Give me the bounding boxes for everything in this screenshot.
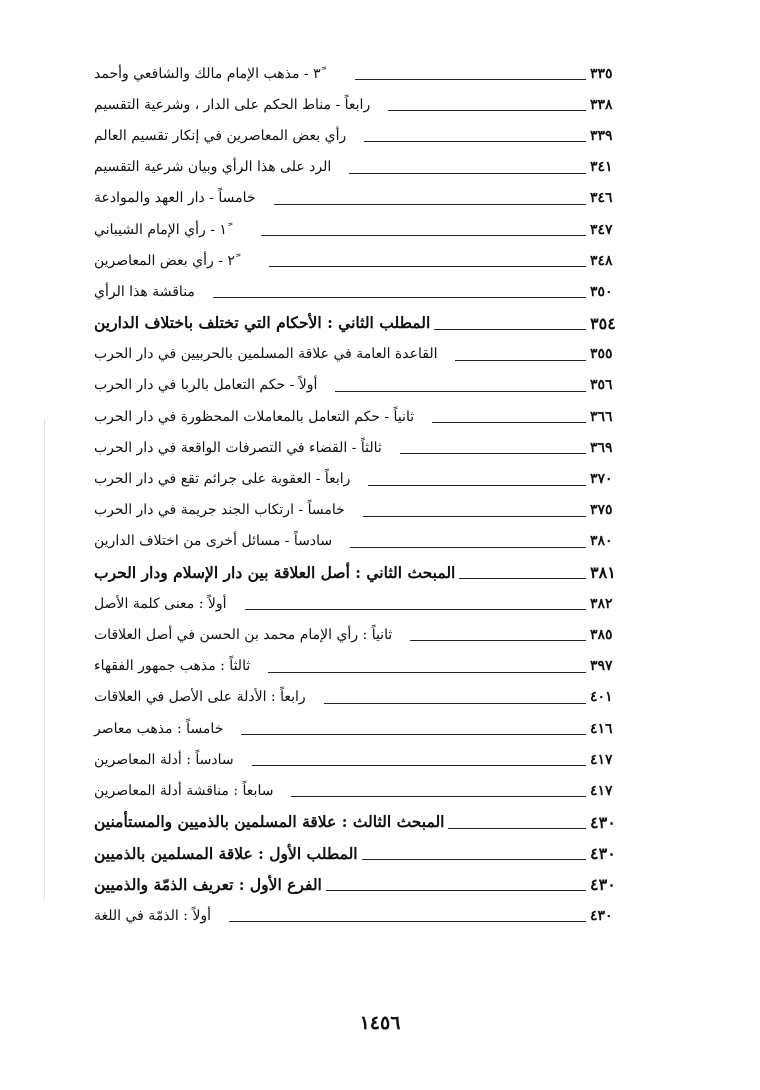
toc-leader-line <box>364 141 586 142</box>
toc-leader-line <box>241 734 586 735</box>
toc-leader-line <box>434 329 586 330</box>
toc-entry-title: المطلب الأول : علاقة المسلمين بالذميين <box>94 843 358 863</box>
toc-entry <box>88 775 620 806</box>
toc-entry <box>88 183 620 214</box>
toc-entry <box>88 495 620 526</box>
toc-leader-line <box>349 173 586 174</box>
toc-leader-line <box>400 453 586 454</box>
toc-entry-page: ٤٠١ <box>590 689 613 706</box>
toc-entry-page: ٤٣٠ <box>590 907 613 924</box>
toc-entry-title: ثانياً - حكم التعامل بالمعاملات المحظورة في دار الحرب <box>94 408 415 425</box>
toc-entry-title: رابعاً - مناط الحكم على الدار ، وشرعية التقسيم <box>94 96 371 113</box>
toc-entry-page: ٣٤٨ <box>590 252 613 269</box>
toc-leader-line <box>335 391 586 392</box>
toc-entry <box>88 401 620 432</box>
toc-entry-title: ثالثاً - القضاء في التصرفات الواقعة في دار الحرب <box>94 439 382 456</box>
toc-leader-line <box>268 672 586 673</box>
toc-entry-page: ٣٨٥ <box>590 626 613 643</box>
toc-entry-page: ٤٣٠ <box>590 874 616 894</box>
toc-leader-line <box>350 547 586 548</box>
toc-entry-page: ٣٣٨ <box>590 96 613 113</box>
toc-entry-title: ٢ً - رأي بعض المعاصرين <box>94 252 235 269</box>
toc-entry-page: ٣٨٢ <box>590 595 613 612</box>
toc-leader-line <box>213 297 586 298</box>
toc-entry-title: ٣ً - مذهب الإمام مالك والشافعي وأحمد <box>94 65 321 82</box>
toc-entry <box>88 58 620 89</box>
toc-entry-title: خامساً - دار العهد والموادعة <box>94 190 256 207</box>
toc-leader-line <box>459 578 586 579</box>
toc-leader-line <box>455 360 586 361</box>
toc-entry <box>88 557 620 588</box>
toc-entry-page: ٣٤٦ <box>590 190 613 207</box>
toc-entry-page: ٤٣٠ <box>590 812 616 832</box>
toc-leader-line <box>324 703 586 704</box>
toc-entry-title: القاعدة العامة في علاقة المسلمين بالحربيين في دار الحرب <box>94 346 438 363</box>
toc-leader-line <box>274 204 586 205</box>
toc-entry-page: ٣٤١ <box>590 159 613 176</box>
toc-entry-page: ٤١٦ <box>590 720 613 737</box>
toc-entry-page: ٤١٧ <box>590 782 613 799</box>
toc-entry <box>88 619 620 650</box>
toc-entry <box>88 807 620 838</box>
toc-leader-line <box>432 422 586 423</box>
toc-entry <box>88 900 620 931</box>
toc-entry <box>88 838 620 869</box>
toc-leader-line <box>355 79 586 80</box>
toc-entry-title: أولاً : معنى كلمة الأصل <box>94 595 227 612</box>
toc-entry-title: رأي بعض المعاصرين في إنكار تقسيم العالم <box>94 127 347 144</box>
toc-entry-page: ٣٥٥ <box>590 346 613 363</box>
toc-entry-title: المبحث الثاني : أصل العلاقة بين دار الإسلام ودار الحرب <box>94 562 456 582</box>
toc-entry-title: أولاً - حكم التعامل بالربا في دار الحرب <box>94 377 318 394</box>
toc-entry <box>88 276 620 307</box>
toc-entry <box>88 744 620 775</box>
toc-entry-title: المبحث الثالث : علاقة المسلمين بالذميين والمستأمنين <box>94 812 445 832</box>
toc-leader-line <box>229 921 586 922</box>
toc-leader-line <box>261 235 586 236</box>
toc-entry-page: ٣٩٧ <box>590 658 613 675</box>
toc-leader-line <box>245 609 586 610</box>
toc-entry-title: أولاً : الذمّة في اللغة <box>94 907 212 924</box>
toc-entry-title: خامساً - ارتكاب الجند جريمة في دار الحرب <box>94 502 345 519</box>
toc-entry-title: ثانياً : رأي الإمام محمد بن الحسن في أصل العلاقات <box>94 626 393 643</box>
toc-entry-page: ٣٤٧ <box>590 221 613 238</box>
toc-entry-page: ٣٥٤ <box>590 313 616 333</box>
margin-mark <box>44 420 46 900</box>
table-of-contents <box>88 58 620 931</box>
toc-entry <box>88 869 620 900</box>
toc-entry-title: خامساً : مذهب معاصر <box>94 720 224 737</box>
toc-entry-page: ٣٧٥ <box>590 502 613 519</box>
page-number: ١٤٥٦ <box>359 1012 401 1034</box>
toc-entry-page: ٣٨١ <box>590 563 616 583</box>
toc-entry <box>88 120 620 151</box>
toc-entry-title: الفرع الأول : تعريف الذمّة والذميين <box>94 874 322 894</box>
toc-entry-page: ٣٥٦ <box>590 377 613 394</box>
toc-leader-line <box>410 640 586 641</box>
toc-entry-title: الرد على هذا الرأي وبيان شرعية التقسيم <box>94 159 332 176</box>
toc-leader-line <box>252 765 586 766</box>
toc-leader-line <box>448 828 586 829</box>
toc-entry-title: رابعاً - العقوبة على جرائم تقع في دار الحرب <box>94 471 351 488</box>
toc-entry-title: مناقشة هذا الرأي <box>94 283 195 300</box>
toc-entry-page: ٣٦٦ <box>590 408 613 425</box>
toc-entry-page: ٣٦٩ <box>590 439 613 456</box>
toc-entry <box>88 713 620 744</box>
toc-entry <box>88 526 620 557</box>
toc-entry <box>88 245 620 276</box>
toc-entry <box>88 463 620 494</box>
toc-entry <box>88 588 620 619</box>
toc-entry <box>88 432 620 463</box>
toc-entry <box>88 152 620 183</box>
toc-entry <box>88 682 620 713</box>
toc-entry-title: سابعاً : مناقشة أدلة المعاصرين <box>94 782 274 799</box>
toc-entry <box>88 214 620 245</box>
toc-entry-page: ٣٧٠ <box>590 471 613 488</box>
toc-leader-line <box>362 859 586 860</box>
toc-entry <box>88 651 620 682</box>
toc-entry <box>88 339 620 370</box>
toc-entry <box>88 308 620 339</box>
toc-entry-page: ٣٣٥ <box>590 65 613 82</box>
toc-entry-page: ٣٥٠ <box>590 283 613 300</box>
toc-entry-title: رابعاً : الأدلة على الأصل في العلاقات <box>94 689 306 706</box>
toc-entry-title: سادساً - مسائل أخرى من اختلاف الدارين <box>94 533 333 550</box>
toc-leader-line <box>368 485 586 486</box>
toc-entry-page: ٤٣٠ <box>590 843 616 863</box>
toc-entry-page: ٤١٧ <box>590 751 613 768</box>
toc-entry-title: سادساً : أدلة المعاصرين <box>94 751 234 768</box>
toc-leader-line <box>269 266 586 267</box>
toc-leader-line <box>388 110 586 111</box>
toc-leader-line <box>326 890 586 891</box>
toc-leader-line <box>363 516 586 517</box>
toc-entry-title: ثالثاً : مذهب جمهور الفقهاء <box>94 658 251 675</box>
toc-entry <box>88 370 620 401</box>
toc-entry-page: ٣٣٩ <box>590 127 613 144</box>
toc-entry <box>88 89 620 120</box>
toc-entry-page: ٣٨٠ <box>590 533 613 550</box>
toc-entry-title: ١ً - رأي الإمام الشيباني <box>94 221 227 238</box>
toc-leader-line <box>291 796 586 797</box>
toc-entry-title: المطلب الثاني : الأحكام التي تختلف باختلاف الدارين <box>94 313 431 333</box>
